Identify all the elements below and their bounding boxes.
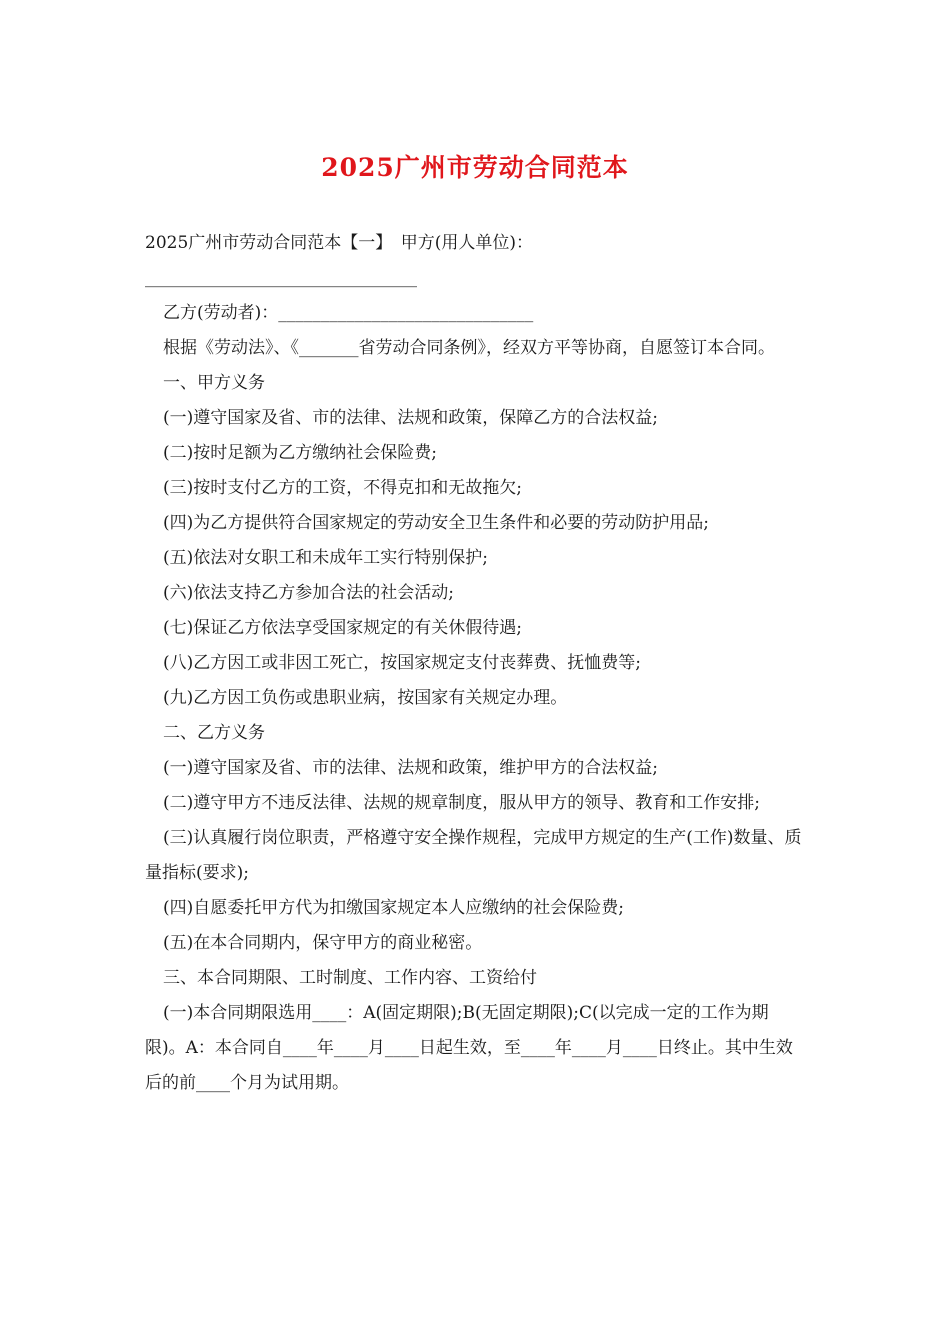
party-b-duty-2: (二)遵守甲方不违反法律、法规的规章制度，服从甲方的领导、教育和工作安排;: [163, 793, 760, 813]
party-b-duty-4: (四)自愿委托甲方代为扣缴国家规定本人应缴纳的社会保险费;: [163, 898, 624, 918]
party-a-duty-3: (三)按时支付乙方的工资，不得克扣和无故拖欠;: [163, 478, 522, 498]
party-a-duty-6: (六)依法支持乙方参加合法的社会活动;: [163, 583, 454, 603]
term-clause-1: (一)本合同期限选用____：A(固定期限);B(无固定期限);C(以完成一定的工作为期限)。A：本合同自____年____月____日起生效，至____年____月____日终止。其中生效后的前____个月为试用期。: [145, 1003, 793, 1093]
document-title: 2025广州市劳动合同范本: [321, 153, 629, 182]
document-body: [145, 226, 805, 1101]
party-a-duty-4: (四)为乙方提供符合国家规定的劳动安全卫生条件和必要的劳动防护用品;: [163, 513, 709, 533]
party-a-duty-7: (七)保证乙方依法享受国家规定的有关休假待遇;: [163, 618, 522, 638]
party-a-duty-2: (二)按时足额为乙方缴纳社会保险费;: [163, 443, 437, 463]
contract-basis: 根据《劳动法》、《_______省劳动合同条例》，经双方平等协商，自愿签订本合同。: [163, 338, 775, 358]
party-a-duty-9: (九)乙方因工负伤或患职业病，按国家有关规定办理。: [163, 688, 568, 708]
party-a-duty-5: (五)依法对女职工和未成年工实行特别保护;: [163, 548, 488, 568]
party-b-duty-3: (三)认真履行岗位职责，严格遵守安全操作规程，完成甲方规定的生产(工作)数量、质量指标(要求);: [145, 828, 802, 883]
party-a-duty-1: (一)遵守国家及省、市的法律、法规和政策，保障乙方的合法权益;: [163, 408, 658, 428]
section-heading-party-a-duties: 一、甲方义务: [163, 373, 265, 393]
contract-heading-party-a: 2025广州市劳动合同范本【一】 甲方(用人单位)：________________________________: [145, 233, 534, 288]
party-a-duty-8: (八)乙方因工或非因工死亡，按国家规定支付丧葬费、抚恤费等;: [163, 653, 641, 673]
party-b-duty-1: (一)遵守国家及省、市的法律、法规和政策，维护甲方的合法权益;: [163, 758, 658, 778]
party-b-duty-5: (五)在本合同期内，保守甲方的商业秘密。: [163, 933, 483, 953]
party-b-line: 乙方(劳动者)：______________________________: [163, 303, 534, 323]
section-heading-term-wages: 三、本合同期限、工时制度、工作内容、工资给付: [163, 968, 537, 988]
section-heading-party-b-duties: 二、乙方义务: [163, 723, 265, 743]
